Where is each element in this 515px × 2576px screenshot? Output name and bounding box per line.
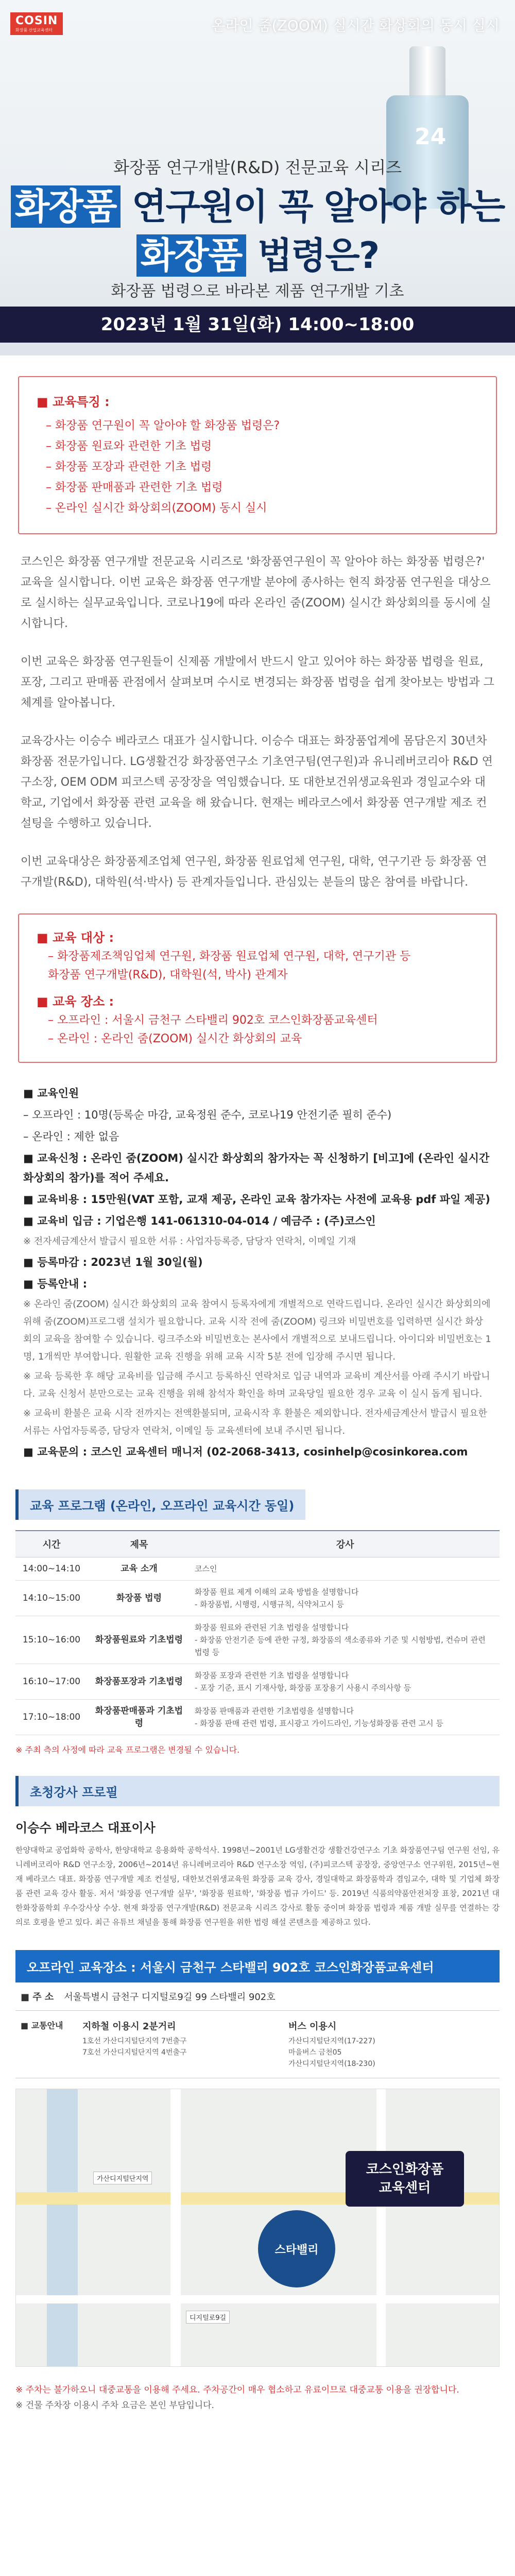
application-method: ■ 교육신청 : 온라인 줌(ZOOM) 실시간 화상회의 참가자는 꼭 신청하기 [비고]에 (온라인 실시간 화상회의 참가)를 적어 주세요. xyxy=(23,1152,490,1184)
course-info xyxy=(23,1083,492,1462)
transport-label: ■ 교통안내 xyxy=(21,2021,63,2030)
subway-title: 지하철 이용시 2분거리 xyxy=(82,2021,176,2032)
notice-payment: ※ 교육 등록한 후 해당 교육비를 입금해 주시고 등록하신 연락처로 입금 내역과 교육비 계산서를 아래 주시기 바랍니다. 교육 신청서 분만으로는 교육 진행을 위해 참석자 확인을 하며 교육당일 필요한 경우 교육 이 실시 돕게 됩니다. xyxy=(23,1371,490,1399)
personnel-offline: – 오프라인 : 10명(등록순 마감, 교육정원 준수, 코로나19 안전기준 필히 준수) xyxy=(23,1109,392,1121)
address-value: 서울특별시 금천구 디지털로9길 99 스타밸리 902호 xyxy=(64,1992,276,2003)
map-river xyxy=(47,2089,78,2367)
contact-info: ■ 교육문의 : 코스인 교육센터 매니저 (02-2068-3413, cosinhelp@cosinkorea.com xyxy=(23,1446,468,1458)
table-row xyxy=(15,1664,500,1700)
location-heading: ■ 교육 장소 : xyxy=(37,994,114,1009)
program-table xyxy=(15,1530,500,1735)
series-label: 화장품 연구개발(R&D) 전문교육 시리즈 xyxy=(113,158,402,177)
map-label: 디지털로9길 xyxy=(186,2311,230,2324)
feature-item: – 화장품 연구원이 꼭 알아야 할 화장품 법령은? xyxy=(46,419,280,432)
program-heading: 교육 프로그램 (온라인, 오프라인 교육시간 동일) xyxy=(15,1489,305,1520)
feature-item: – 화장품 포장과 관련한 기초 법령 xyxy=(46,461,212,473)
col-instructor: 강사 xyxy=(191,1531,500,1557)
notice-refund: ※ 교육비 환불은 교육 시작 전까지는 전액환불되며, 교육시작 후 환불은 제외합니다. 전자세금계산서 발급시 필요한 서류는 사업자등록증, 담당자 연락처, 이메일 등 교육센터에 보내 주시면 됩니다. xyxy=(23,1408,487,1436)
title-text-2: 법령은? xyxy=(257,234,379,277)
row-time: 15:10~16:00 xyxy=(15,1616,88,1664)
cosin-logo[interactable] xyxy=(10,12,63,35)
location-section xyxy=(15,1950,500,2367)
row-title: 화장품판매품과 기초법령 xyxy=(88,1700,191,1735)
logo-text: COSIN xyxy=(15,14,58,27)
instructor-name: 이승수 베라코스 대표이사 xyxy=(15,1821,156,1835)
title-highlight-2: 화장품 xyxy=(136,234,246,277)
intro-paragraph: 교육강사는 이승수 베라코스 대표가 실시합니다. 이승수 대표는 화장품업계에 몸담은지 30년차 화장품 전문가입니다. LG생활건강 화장품연구소 기초연구팀(연구원)과 유니레버코리아 R&D 연구소장, OEM ODM 피코스텍 공장장을 역임했습니다. 또 대한보건위생교육원과 경일교수와 대학교, 기업에서 화장품 관련 교육을 해 왔습니다. 현재는 베라코스에서 화장품 연구개발 제조 컨설팅을 수행하고 있습니다. xyxy=(21,735,493,830)
program-note: ※ 주최 측의 사정에 따라 교육 프로그램은 변경될 수 있습니다. xyxy=(15,1745,240,1755)
col-title: 제목 xyxy=(88,1531,191,1557)
subway-info xyxy=(82,2019,288,2070)
bus-title: 버스 이용시 xyxy=(288,2021,337,2032)
table-header-row xyxy=(15,1531,500,1557)
map-bubble: 코스인화장품 교육센터 xyxy=(346,2151,464,2207)
bus-info xyxy=(288,2019,494,2070)
table-row xyxy=(15,1581,500,1616)
course-fee: ■ 교육비용 : 15만원(VAT 포함, 교재 제공, 온라인 교육 참가자는 사전에 교육용 pdf 파일 제공) xyxy=(23,1193,490,1206)
instructor-heading: 초청강사 프로필 xyxy=(15,1776,500,1806)
bus-line: 마을버스 금천05 xyxy=(288,2048,342,2057)
bottle-number: 24 xyxy=(415,124,447,150)
location-line: – 온라인 : 온라인 줌(ZOOM) 실시간 화상회의 교육 xyxy=(48,1032,302,1045)
instructor-section xyxy=(15,1776,500,1929)
registration-deadline: ■ 등록마감 : 2023년 1월 30일(월) xyxy=(23,1256,203,1268)
row-desc: 화장품 원료와 관련된 기초 법령을 설명합니다 - 화장품 안전기준 등에 관한 규정, 화장품의 색소종류와 기준 및 시험방법, 컨슈머 관련 법령 등 xyxy=(191,1616,500,1664)
features-list xyxy=(37,416,478,519)
hero-subtitle: 화장품 법령으로 바라본 제품 연구개발 기초 xyxy=(111,282,404,300)
row-time: 17:10~18:00 xyxy=(15,1700,88,1735)
intro-paragraph: 이번 교육은 화장품 연구원들이 신제품 개발에서 반드시 알고 있어야 하는 화장품 법령을 원료, 포장, 그리고 판매품 관점에서 살펴보며 수시로 변경되는 화장품 법령을 쉽게 찾아보는 방법과 그 체계를 알아봅니다. xyxy=(21,655,494,709)
table-row xyxy=(15,1616,500,1664)
personnel-heading: ■ 교육인원 xyxy=(23,1087,79,1099)
logo-subtext: 화장품 산업교육센터 xyxy=(15,28,53,32)
parking-note-2: ※ 건물 주차장 이용시 주차 요금은 본인 부담입니다. xyxy=(15,2400,214,2411)
instructor-profile xyxy=(15,1818,500,1929)
feature-item: – 온라인 실시간 화상회의(ZOOM) 동시 실시 xyxy=(46,502,267,515)
hero-banner xyxy=(0,0,515,355)
row-title: 화장품원료와 기초법령 xyxy=(88,1616,191,1664)
map-road xyxy=(376,2089,386,2367)
map-road xyxy=(170,2089,181,2367)
hero-topline: 온라인 줌(ZOOM) 실시간 화상회의 동시 실시 xyxy=(211,17,500,34)
row-desc: 화장품 원료 제게 이해의 교육 방법을 설명합니다 - 화장품법, 시행령, 시행규칙, 식약처고시 등 xyxy=(191,1581,500,1616)
subway-line: 7호선 가산디지털단지역 4번출구 xyxy=(82,2048,187,2057)
target-line: – 화장품제조책임업체 연구원, 화장품 원료업체 연구원, 대학, 연구기관 등 xyxy=(48,950,411,963)
feature-item: – 화장품 원료와 관련한 기초 법령 xyxy=(46,440,212,453)
transport-row xyxy=(15,2011,500,2078)
notice-online: ※ 온라인 줌(ZOOM) 실시간 화상회의 교육 참여시 등록자에게 개별적으로 연락드립니다. 온라인 실시간 화상회의에 위해 줌(ZOOM)프로그램 설치가 필요합니다. 교육 시작 전에 줌(ZOOM) 링크와 비밀번호를 입력하면 실시간 화상회의 교육을 참여할 수 있습니다. 링크주소와 비밀번호는 본사에서 개별적으로 보내드립니다. 아이디와 비밀번호는 1명, 1개씩만 부여합니다. 원활한 교육 진행을 위해 교육 시작 5분 전에 입장해 주시면 됩니다. xyxy=(23,1299,491,1362)
event-date-bar: 2023년 1월 31일(화) 14:00~18:00 xyxy=(0,307,515,343)
map-label: 가산디지털단지역 xyxy=(93,2172,152,2184)
program-section xyxy=(15,1489,500,1755)
table-row xyxy=(15,1557,500,1581)
bank-account: ■ 교육비 입금 : 기업은행 141-061310-04-014 / 예금주 : (주)코스인 xyxy=(23,1215,376,1227)
parking-note: ※ 주차는 불가하오니 대중교통을 이용해 주세요. 주차공간이 매우 협소하고 유료이므로 대중교통 이용을 권장합니다. xyxy=(15,2385,459,2395)
row-time: 14:10~15:00 xyxy=(15,1581,88,1616)
personnel-online: – 온라인 : 제한 없음 xyxy=(23,1130,119,1143)
subway-line: 1호선 가산디지털단지역 7번출구 xyxy=(82,2037,187,2045)
account-note: ※ 전자세금계산서 발급시 필요한 서류 : 사업자등록증, 담당자 연락처, 이메일 기재 xyxy=(23,1236,356,1247)
title-text-1: 연구원이 꼭 알아야 하는 xyxy=(131,185,505,228)
row-title: 화장품포장과 기초법령 xyxy=(88,1664,191,1700)
map-pin: 스타밸리 xyxy=(258,2210,335,2287)
address-label: ■ 주 소 xyxy=(21,1992,54,2003)
map-road xyxy=(16,2295,500,2303)
intro-paragraph: 코스인은 화장품 연구개발 전문교육 시리즈로 '화장품연구원이 꼭 알아야 하는 화장품 법령은?' 교육을 실시합니다. 이번 교육은 화장품 연구개발 분야에 종사하는 현직 화장품 연구원을 대상으로 실시하는 실무교육입니다. 코로나19에 따라 온라인 줌(ZOOM) 실시간 화상회의를 동시에 실시합니다. xyxy=(21,555,491,630)
bus-line: 가산디지털단지역(17-227) xyxy=(288,2037,375,2045)
features-heading: ■ 교육특징 : xyxy=(37,395,110,409)
bus-line: 가산디지털단지역(18-230) xyxy=(288,2060,375,2068)
address-row xyxy=(15,1982,500,2011)
footer-notes xyxy=(15,2382,500,2413)
row-desc: 코스인 xyxy=(191,1557,500,1581)
intro-section xyxy=(0,355,515,1469)
title-highlight-1: 화장품 xyxy=(11,185,121,228)
notice-heading: ■ 등록안내 : xyxy=(23,1278,88,1290)
target-location-box xyxy=(18,913,497,1063)
row-desc: 화장품 포장과 관련한 기초 법령을 설명합니다 - 포장 기준, 표시 기재사항, 화장품 포장용기 사용시 주의사항 등 xyxy=(191,1664,500,1700)
location-heading-bar: 오프라인 교육장소 : 서울시 금천구 스타밸리 902호 코스인화장품교육센터 xyxy=(15,1950,500,1982)
table-row xyxy=(15,1700,500,1735)
row-time: 14:00~14:10 xyxy=(15,1557,88,1581)
intro-paragraph: 이번 교육대상은 화장품제조업체 연구원, 화장품 원료업체 연구원, 대학, 연구기관 등 화장품 연구개발(R&D), 대학원(석·박사) 등 관계자들입니다. 관심있는 분들의 많은 참여를 바랍니다. xyxy=(21,855,487,889)
row-desc: 화장품 판매품과 관련한 기초법령을 설명합니다 - 화장품 판매 관련 법령, 표시광고 가이드라인, 기능성화장품 관련 고시 등 xyxy=(191,1700,500,1735)
row-title: 화장품 법령 xyxy=(88,1581,191,1616)
col-time: 시간 xyxy=(15,1531,88,1557)
location-map[interactable] xyxy=(15,2089,500,2367)
bottle-cap xyxy=(409,46,445,98)
row-title: 교육 소개 xyxy=(88,1557,191,1581)
hero-title-line1 xyxy=(0,178,515,230)
target-heading: ■ 교육 대상 : xyxy=(37,930,114,945)
features-box xyxy=(18,376,497,534)
row-time: 16:10~17:00 xyxy=(15,1664,88,1700)
instructor-bio: 한양대학교 공업화학 공학사, 한양대학교 응용화학 공학석사. 1998년~2001년 LG생활건강 생활건강연구소 기초 화장품연구팀 연구원 선임, 유니레버코리아 R&D 연구소장, 2006년~2014년 유니레버코리아 R&D 연구소장 역임, (주)피코스텍 공장장, 중앙연구소 연구위원, 2015년~현재 베라코스 대표. 화장품 연구개발 제조 컨설팅, 대한보건위생교육원 화장품 교육 강사, 경일대학교 화장품학과 겸임교수, 대학 및 기업체 화장품 관련 교육 강사 활동. 저서 '화장품 연구개발 실무', '화장품 원료학', '화장품 법규 가이드' 등. 2019년 식품의약품안전처장 표창, 2021년 대한화장품학회 우수강사상 수상. 현재 화장품 연구개발(R&D) 전문교육 시리즈 강사로 활동 중이며 화장품 법령과 제품 개발 실무를 연결하는 강의로 호평을 받고 있다. 최근 유튜브 채널을 통해 화장품 연구원을 위한 법령 해설 콘텐츠를 제공하고 있다. xyxy=(15,1845,500,1927)
hero-title-line2 xyxy=(0,227,515,279)
target-line: 화장품 연구개발(R&D), 대학원(석, 박사) 관계자 xyxy=(48,969,288,981)
location-line: – 오프라인 : 서울시 금천구 스타밸리 902호 코스인화장품교육센터 xyxy=(48,1014,378,1027)
feature-item: – 화장품 판매품과 관련한 기초 법령 xyxy=(46,481,223,494)
